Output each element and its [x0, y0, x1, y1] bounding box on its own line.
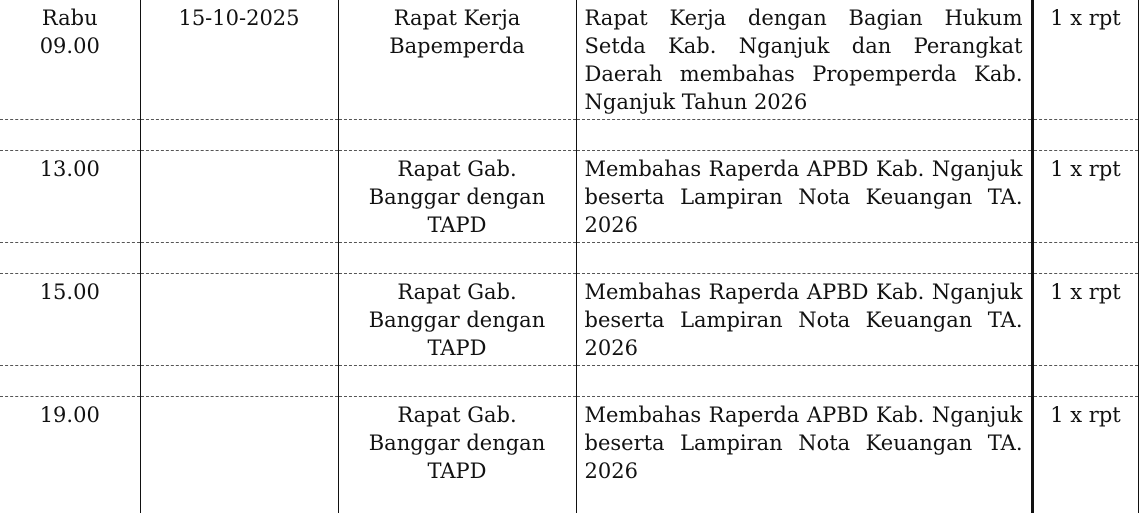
activity-line: TAPD	[427, 336, 487, 360]
activity-line: Rapat Gab.	[397, 280, 517, 304]
volume-cell: 1 x rpt	[1032, 397, 1138, 513]
time-cell	[0, 0, 140, 120]
time-cell	[0, 151, 140, 243]
activity-line: Rapat Kerja	[393, 6, 521, 30]
activity-line: Banggar dengan	[368, 308, 546, 332]
day-label: Rabu	[41, 6, 98, 30]
activity-cell	[338, 151, 576, 243]
activity-line: Bapemperda	[389, 34, 525, 58]
table-row	[0, 274, 1138, 366]
table-row	[0, 151, 1138, 243]
activity-cell	[338, 274, 576, 366]
date-cell	[140, 397, 338, 513]
time-label: 15.00	[39, 280, 100, 304]
time-label: 19.00	[39, 403, 100, 427]
activity-line: Banggar dengan	[368, 185, 546, 209]
table-row	[0, 0, 1138, 120]
activity-cell	[338, 397, 576, 513]
date-cell: 15-10-2025	[140, 0, 338, 120]
description-cell: Membahas Raperda APBD Kab. Nganjuk beserta Lampiran Nota Keuangan TA. 2026	[576, 397, 1032, 513]
table-spacer-row	[0, 366, 1138, 397]
table-spacer-row	[0, 120, 1138, 151]
activity-line: Rapat Gab.	[397, 157, 517, 181]
description-cell: Membahas Raperda APBD Kab. Nganjuk beserta Lampiran Nota Keuangan TA. 2026	[576, 274, 1032, 366]
date-cell	[140, 274, 338, 366]
table-spacer-row	[0, 243, 1138, 274]
activity-line: TAPD	[427, 213, 487, 237]
table-row	[0, 397, 1138, 513]
activity-cell	[338, 0, 576, 120]
volume-cell: 1 x rpt	[1032, 274, 1138, 366]
date-cell	[140, 151, 338, 243]
activity-line: TAPD	[427, 459, 487, 483]
volume-cell: 1 x rpt	[1032, 0, 1138, 120]
description-cell: Rapat Kerja dengan Bagian Hukum Setda Kab. Nganjuk dan Perangkat Daerah membahas Propemperda Kab. Nganjuk Tahun 2026	[576, 0, 1032, 120]
time-label: 13.00	[39, 157, 100, 181]
time-cell	[0, 397, 140, 513]
time-label: 09.00	[39, 34, 100, 58]
description-cell: Membahas Raperda APBD Kab. Nganjuk beserta Lampiran Nota Keuangan TA. 2026	[576, 151, 1032, 243]
time-cell	[0, 274, 140, 366]
activity-line: Rapat Gab.	[397, 403, 517, 427]
volume-cell: 1 x rpt	[1032, 151, 1138, 243]
activity-line: Banggar dengan	[368, 431, 546, 455]
